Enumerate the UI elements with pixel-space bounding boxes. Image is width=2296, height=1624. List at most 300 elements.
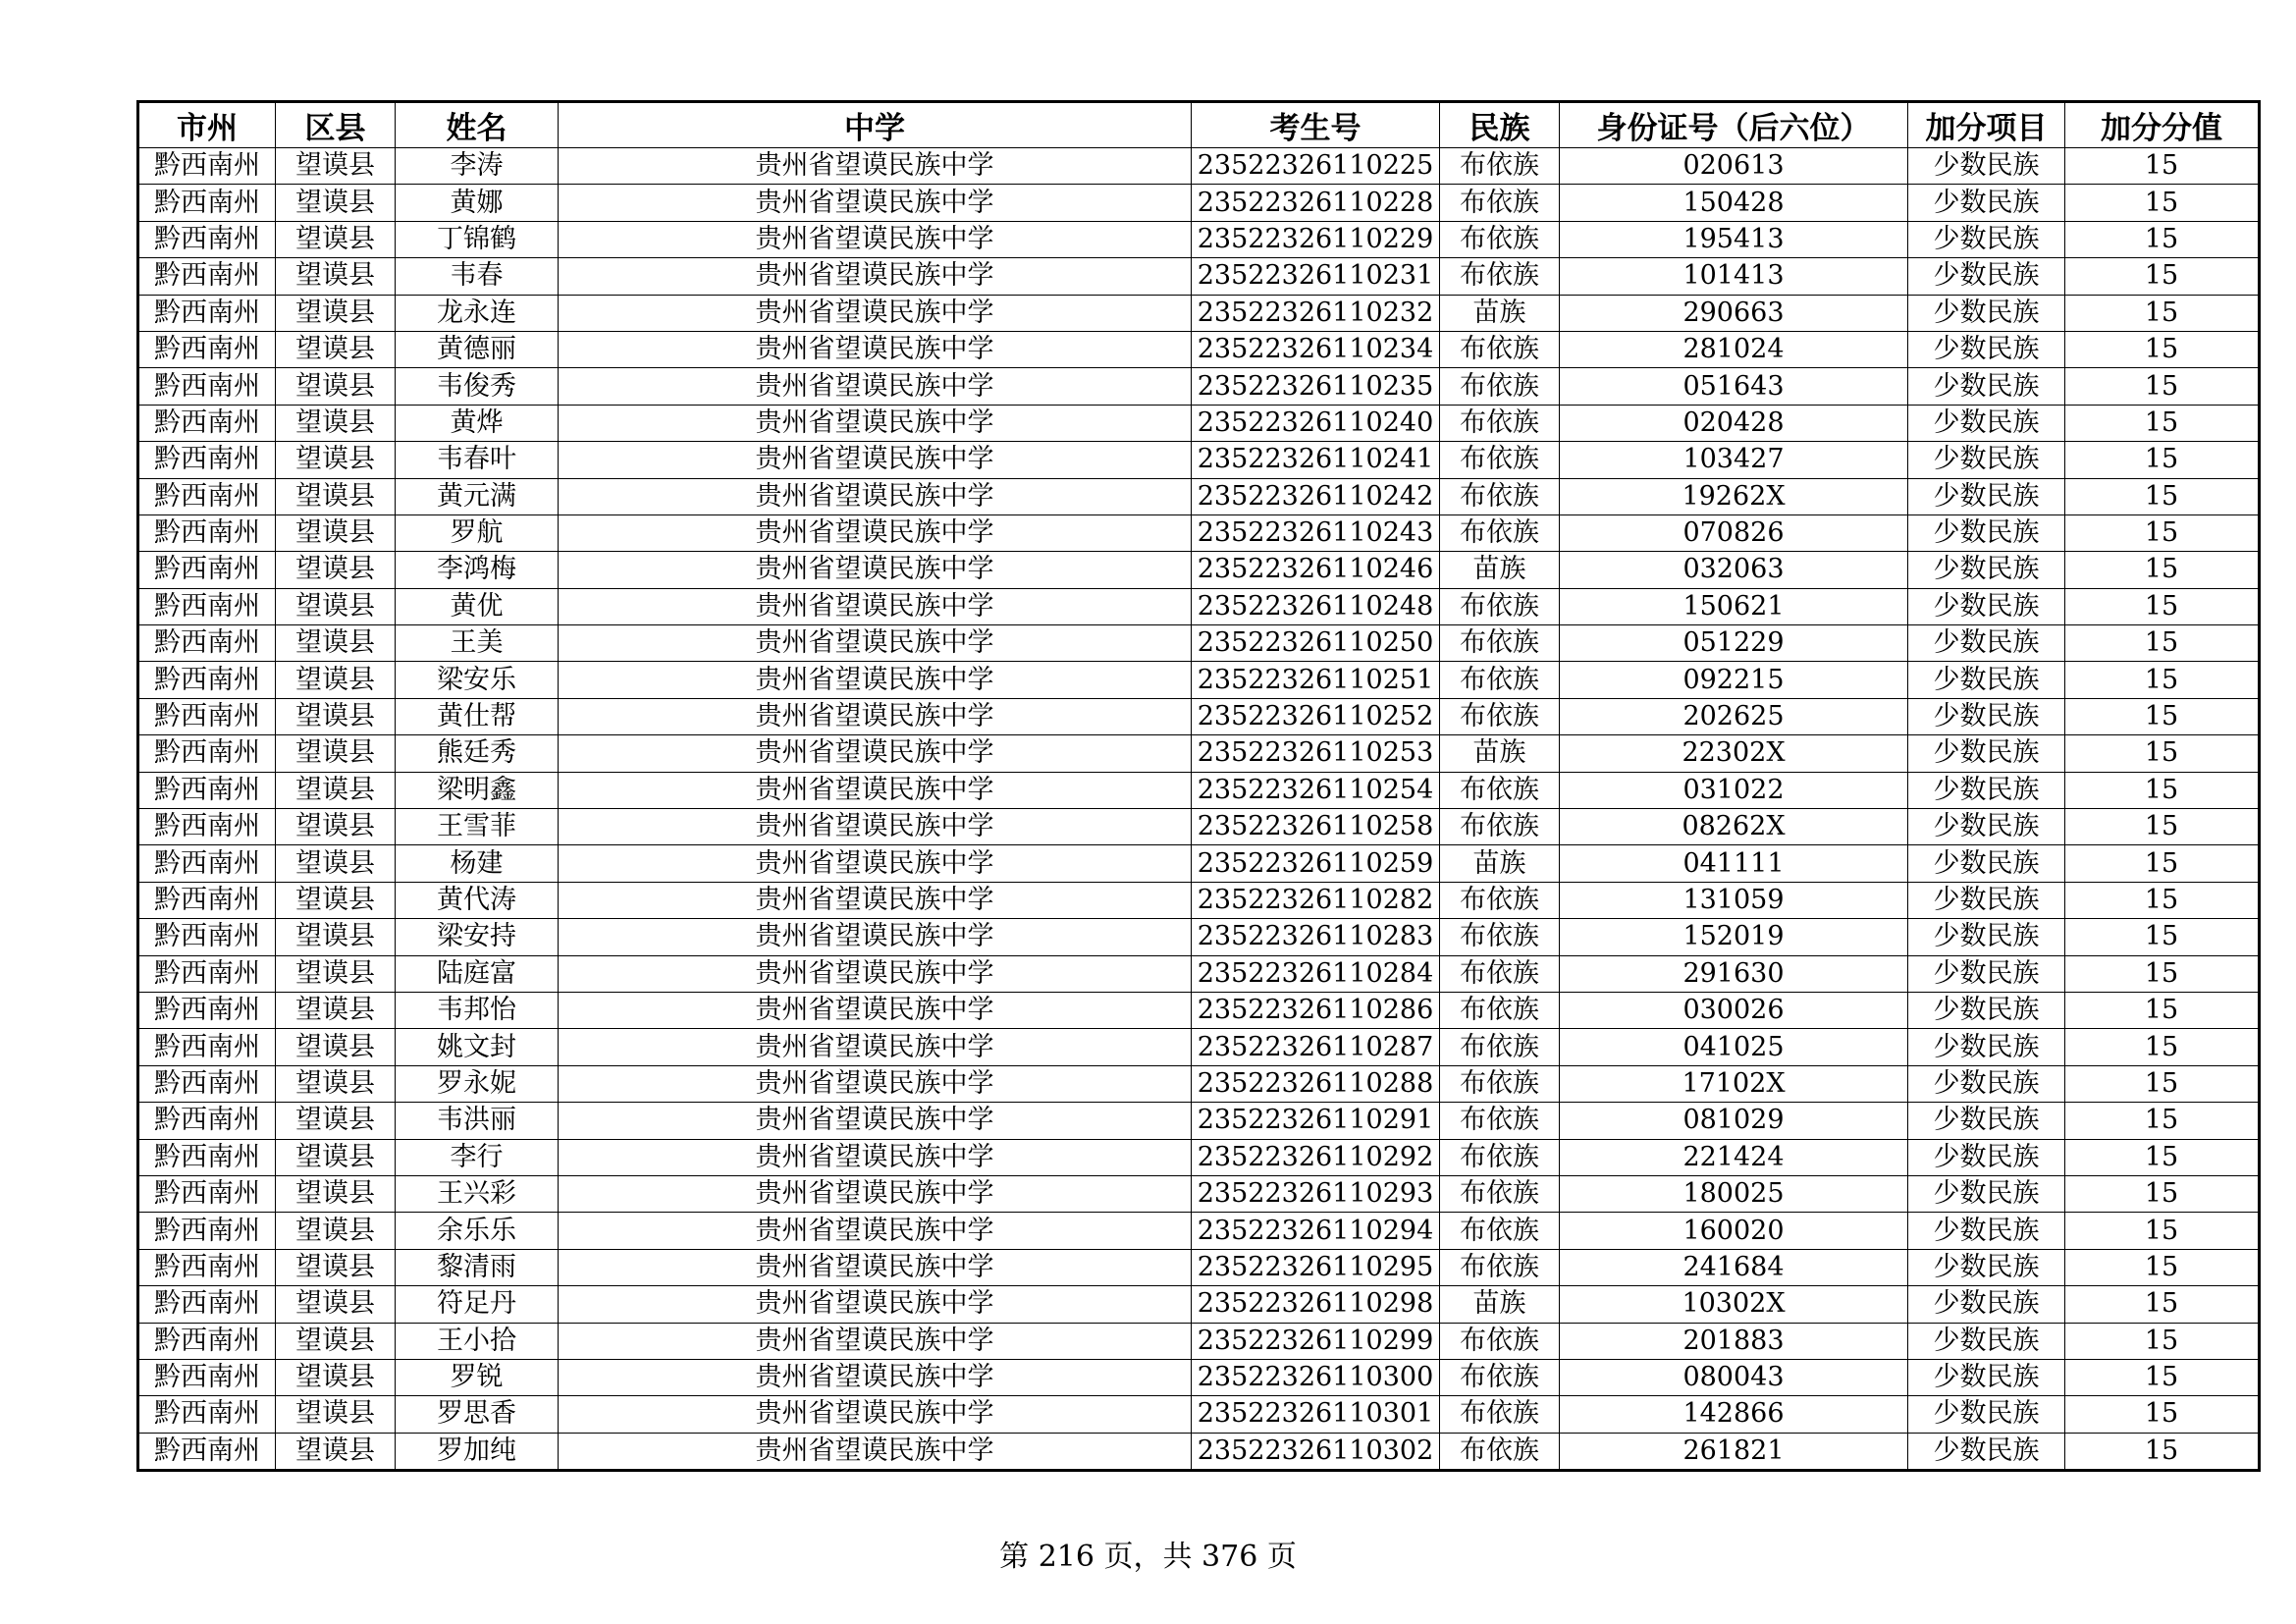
cell-county: 望谟县 <box>276 882 396 918</box>
header-id-last-six: 身份证号（后六位） <box>1560 102 1908 148</box>
cell-school: 贵州省望谟民族中学 <box>559 1249 1192 1285</box>
table-row <box>138 662 2260 698</box>
cell-city: 黔西南州 <box>138 1323 276 1359</box>
cell-school: 贵州省望谟民族中学 <box>559 882 1192 918</box>
cell-id-last-six: 031022 <box>1560 772 1908 808</box>
cell-ethnicity: 布依族 <box>1440 405 1560 441</box>
cell-school: 贵州省望谟民族中学 <box>559 185 1192 221</box>
cell-ethnicity: 布依族 <box>1440 368 1560 405</box>
cell-bonus-value: 15 <box>2065 295 2260 331</box>
cell-exam-number: 23522326110293 <box>1192 1175 1440 1212</box>
table-row <box>138 1175 2260 1212</box>
header-school: 中学 <box>559 102 1192 148</box>
footer-prefix: 第 <box>999 1540 1030 1574</box>
cell-exam-number: 23522326110282 <box>1192 882 1440 918</box>
cell-ethnicity: 布依族 <box>1440 221 1560 257</box>
total-page-count: 376 <box>1201 1540 1258 1574</box>
footer-suffix: 页 <box>1266 1540 1297 1574</box>
cell-name: 龙永连 <box>396 295 559 331</box>
cell-exam-number: 23522326110302 <box>1192 1433 1440 1470</box>
cell-bonus-item: 少数民族 <box>1908 1139 2065 1175</box>
cell-county: 望谟县 <box>276 1029 396 1065</box>
cell-exam-number: 23522326110291 <box>1192 1103 1440 1139</box>
cell-id-last-six: 160020 <box>1560 1213 1908 1249</box>
cell-bonus-value: 15 <box>2065 552 2260 588</box>
cell-bonus-item: 少数民族 <box>1908 405 2065 441</box>
cell-bonus-value: 15 <box>2065 1065 2260 1102</box>
cell-ethnicity: 布依族 <box>1440 662 1560 698</box>
cell-name: 黄元满 <box>396 478 559 514</box>
cell-bonus-item: 少数民族 <box>1908 845 2065 882</box>
cell-county: 望谟县 <box>276 442 396 478</box>
cell-school: 贵州省望谟民族中学 <box>559 809 1192 845</box>
cell-ethnicity: 布依族 <box>1440 478 1560 514</box>
cell-school: 贵州省望谟民族中学 <box>559 1323 1192 1359</box>
cell-school: 贵州省望谟民族中学 <box>559 478 1192 514</box>
cell-county: 望谟县 <box>276 331 396 367</box>
cell-ethnicity: 苗族 <box>1440 1286 1560 1323</box>
cell-bonus-item: 少数民族 <box>1908 148 2065 185</box>
cell-id-last-six: 22302X <box>1560 735 1908 772</box>
cell-city: 黔西南州 <box>138 258 276 295</box>
cell-id-last-six: 152019 <box>1560 919 1908 955</box>
cell-bonus-value: 15 <box>2065 1029 2260 1065</box>
page-footer <box>0 1532 2296 1575</box>
cell-school: 贵州省望谟民族中学 <box>559 552 1192 588</box>
cell-name: 黎清雨 <box>396 1249 559 1285</box>
table-row <box>138 809 2260 845</box>
cell-bonus-value: 15 <box>2065 368 2260 405</box>
cell-bonus-value: 15 <box>2065 478 2260 514</box>
cell-name: 王兴彩 <box>396 1175 559 1212</box>
cell-school: 贵州省望谟民族中学 <box>559 295 1192 331</box>
cell-exam-number: 23522326110240 <box>1192 405 1440 441</box>
table-row <box>138 735 2260 772</box>
table-row <box>138 148 2260 185</box>
cell-exam-number: 23522326110259 <box>1192 845 1440 882</box>
cell-name: 余乐乐 <box>396 1213 559 1249</box>
table-row <box>138 185 2260 221</box>
cell-ethnicity: 布依族 <box>1440 1065 1560 1102</box>
cell-bonus-value: 15 <box>2065 992 2260 1028</box>
table-row <box>138 588 2260 624</box>
cell-ethnicity: 布依族 <box>1440 1213 1560 1249</box>
table-row <box>138 1359 2260 1395</box>
cell-ethnicity: 苗族 <box>1440 295 1560 331</box>
cell-ethnicity: 布依族 <box>1440 185 1560 221</box>
cell-ethnicity: 布依族 <box>1440 1433 1560 1470</box>
cell-name: 韦洪丽 <box>396 1103 559 1139</box>
cell-bonus-item: 少数民族 <box>1908 331 2065 367</box>
header-ethnicity: 民族 <box>1440 102 1560 148</box>
cell-bonus-item: 少数民族 <box>1908 588 2065 624</box>
cell-name: 罗加纯 <box>396 1433 559 1470</box>
cell-exam-number: 23522326110235 <box>1192 368 1440 405</box>
cell-name: 王美 <box>396 625 559 662</box>
cell-id-last-six: 142866 <box>1560 1396 1908 1433</box>
cell-bonus-item: 少数民族 <box>1908 735 2065 772</box>
cell-school: 贵州省望谟民族中学 <box>559 1029 1192 1065</box>
cell-bonus-item: 少数民族 <box>1908 625 2065 662</box>
cell-bonus-value: 15 <box>2065 514 2260 551</box>
cell-bonus-item: 少数民族 <box>1908 992 2065 1028</box>
cell-exam-number: 23522326110243 <box>1192 514 1440 551</box>
table-row <box>138 1029 2260 1065</box>
cell-county: 望谟县 <box>276 1213 396 1249</box>
cell-bonus-value: 15 <box>2065 662 2260 698</box>
cell-exam-number: 23522326110294 <box>1192 1213 1440 1249</box>
cell-ethnicity: 布依族 <box>1440 1029 1560 1065</box>
cell-bonus-value: 15 <box>2065 1396 2260 1433</box>
cell-id-last-six: 080043 <box>1560 1359 1908 1395</box>
cell-city: 黔西南州 <box>138 1103 276 1139</box>
cell-bonus-item: 少数民族 <box>1908 1175 2065 1212</box>
cell-exam-number: 23522326110301 <box>1192 1396 1440 1433</box>
cell-id-last-six: 103427 <box>1560 442 1908 478</box>
cell-id-last-six: 241684 <box>1560 1249 1908 1285</box>
cell-county: 望谟县 <box>276 1175 396 1212</box>
cell-city: 黔西南州 <box>138 1249 276 1285</box>
cell-school: 贵州省望谟民族中学 <box>559 698 1192 734</box>
cell-exam-number: 23522326110242 <box>1192 478 1440 514</box>
cell-bonus-item: 少数民族 <box>1908 1029 2065 1065</box>
cell-county: 望谟县 <box>276 1359 396 1395</box>
cell-exam-number: 23522326110295 <box>1192 1249 1440 1285</box>
cell-exam-number: 23522326110229 <box>1192 221 1440 257</box>
cell-ethnicity: 布依族 <box>1440 1103 1560 1139</box>
cell-bonus-value: 15 <box>2065 772 2260 808</box>
cell-bonus-value: 15 <box>2065 698 2260 734</box>
cell-id-last-six: 131059 <box>1560 882 1908 918</box>
cell-school: 贵州省望谟民族中学 <box>559 258 1192 295</box>
cell-ethnicity: 布依族 <box>1440 625 1560 662</box>
cell-county: 望谟县 <box>276 1433 396 1470</box>
table-row <box>138 331 2260 367</box>
cell-county: 望谟县 <box>276 1323 396 1359</box>
cell-school: 贵州省望谟民族中学 <box>559 221 1192 257</box>
cell-bonus-item: 少数民族 <box>1908 221 2065 257</box>
cell-school: 贵州省望谟民族中学 <box>559 405 1192 441</box>
header-city: 市州 <box>138 102 276 148</box>
cell-exam-number: 23522326110284 <box>1192 955 1440 992</box>
cell-school: 贵州省望谟民族中学 <box>559 1213 1192 1249</box>
cell-city: 黔西南州 <box>138 442 276 478</box>
cell-city: 黔西南州 <box>138 148 276 185</box>
cell-bonus-item: 少数民族 <box>1908 185 2065 221</box>
cell-city: 黔西南州 <box>138 662 276 698</box>
header-bonus-value: 加分分值 <box>2065 102 2260 148</box>
cell-school: 贵州省望谟民族中学 <box>559 1396 1192 1433</box>
cell-bonus-value: 15 <box>2065 331 2260 367</box>
cell-name: 杨建 <box>396 845 559 882</box>
cell-bonus-item: 少数民族 <box>1908 1359 2065 1395</box>
cell-school: 贵州省望谟民族中学 <box>559 1139 1192 1175</box>
cell-school: 贵州省望谟民族中学 <box>559 442 1192 478</box>
cell-id-last-six: 051643 <box>1560 368 1908 405</box>
cell-id-last-six: 030026 <box>1560 992 1908 1028</box>
cell-bonus-item: 少数民族 <box>1908 698 2065 734</box>
header-county: 区县 <box>276 102 396 148</box>
cell-id-last-six: 020613 <box>1560 148 1908 185</box>
cell-name: 黄代涛 <box>396 882 559 918</box>
table-row <box>138 882 2260 918</box>
cell-id-last-six: 041025 <box>1560 1029 1908 1065</box>
table-row <box>138 1065 2260 1102</box>
cell-school: 贵州省望谟民族中学 <box>559 625 1192 662</box>
table-row <box>138 368 2260 405</box>
header-exam-number: 考生号 <box>1192 102 1440 148</box>
cell-bonus-value: 15 <box>2065 1139 2260 1175</box>
cell-ethnicity: 苗族 <box>1440 735 1560 772</box>
cell-id-last-six: 020428 <box>1560 405 1908 441</box>
cell-name: 梁明鑫 <box>396 772 559 808</box>
cell-city: 黔西南州 <box>138 478 276 514</box>
cell-name: 丁锦鹤 <box>396 221 559 257</box>
table-header-row <box>138 102 2260 148</box>
cell-school: 贵州省望谟民族中学 <box>559 845 1192 882</box>
cell-name: 李鸿梅 <box>396 552 559 588</box>
cell-exam-number: 23522326110258 <box>1192 809 1440 845</box>
cell-name: 罗永妮 <box>396 1065 559 1102</box>
cell-bonus-item: 少数民族 <box>1908 514 2065 551</box>
cell-school: 贵州省望谟民族中学 <box>559 1103 1192 1139</box>
cell-ethnicity: 布依族 <box>1440 588 1560 624</box>
cell-bonus-item: 少数民族 <box>1908 1249 2065 1285</box>
cell-city: 黔西南州 <box>138 955 276 992</box>
cell-exam-number: 23522326110292 <box>1192 1139 1440 1175</box>
cell-name: 黄优 <box>396 588 559 624</box>
cell-id-last-six: 150428 <box>1560 185 1908 221</box>
cell-city: 黔西南州 <box>138 845 276 882</box>
cell-bonus-value: 15 <box>2065 809 2260 845</box>
cell-name: 韦春叶 <box>396 442 559 478</box>
cell-bonus-item: 少数民族 <box>1908 882 2065 918</box>
cell-county: 望谟县 <box>276 552 396 588</box>
cell-bonus-value: 15 <box>2065 735 2260 772</box>
cell-name: 姚文封 <box>396 1029 559 1065</box>
cell-bonus-value: 15 <box>2065 1103 2260 1139</box>
table-row <box>138 478 2260 514</box>
cell-id-last-six: 101413 <box>1560 258 1908 295</box>
cell-ethnicity: 布依族 <box>1440 1139 1560 1175</box>
cell-exam-number: 23522326110231 <box>1192 258 1440 295</box>
cell-city: 黔西南州 <box>138 1175 276 1212</box>
cell-name: 黄烨 <box>396 405 559 441</box>
table-row <box>138 1433 2260 1470</box>
cell-exam-number: 23522326110300 <box>1192 1359 1440 1395</box>
cell-bonus-value: 15 <box>2065 1286 2260 1323</box>
cell-school: 贵州省望谟民族中学 <box>559 368 1192 405</box>
cell-ethnicity: 布依族 <box>1440 148 1560 185</box>
cell-bonus-value: 15 <box>2065 955 2260 992</box>
cell-name: 熊廷秀 <box>396 735 559 772</box>
cell-id-last-six: 081029 <box>1560 1103 1908 1139</box>
table-row <box>138 955 2260 992</box>
cell-county: 望谟县 <box>276 185 396 221</box>
cell-bonus-item: 少数民族 <box>1908 442 2065 478</box>
cell-id-last-six: 180025 <box>1560 1175 1908 1212</box>
cell-exam-number: 23522326110254 <box>1192 772 1440 808</box>
cell-id-last-six: 17102X <box>1560 1065 1908 1102</box>
cell-exam-number: 23522326110248 <box>1192 588 1440 624</box>
cell-bonus-value: 15 <box>2065 442 2260 478</box>
cell-ethnicity: 布依族 <box>1440 882 1560 918</box>
cell-county: 望谟县 <box>276 405 396 441</box>
cell-id-last-six: 221424 <box>1560 1139 1908 1175</box>
cell-city: 黔西南州 <box>138 1286 276 1323</box>
table-row <box>138 919 2260 955</box>
cell-bonus-value: 15 <box>2065 845 2260 882</box>
cell-ethnicity: 苗族 <box>1440 845 1560 882</box>
cell-county: 望谟县 <box>276 735 396 772</box>
table-row <box>138 258 2260 295</box>
cell-county: 望谟县 <box>276 698 396 734</box>
cell-ethnicity: 布依族 <box>1440 1396 1560 1433</box>
cell-name: 李涛 <box>396 148 559 185</box>
cell-county: 望谟县 <box>276 258 396 295</box>
cell-id-last-six: 290663 <box>1560 295 1908 331</box>
cell-county: 望谟县 <box>276 919 396 955</box>
cell-city: 黔西南州 <box>138 992 276 1028</box>
cell-exam-number: 23522326110251 <box>1192 662 1440 698</box>
cell-county: 望谟县 <box>276 772 396 808</box>
cell-bonus-item: 少数民族 <box>1908 295 2065 331</box>
cell-school: 贵州省望谟民族中学 <box>559 919 1192 955</box>
cell-county: 望谟县 <box>276 588 396 624</box>
cell-city: 黔西南州 <box>138 1396 276 1433</box>
cell-name: 梁安乐 <box>396 662 559 698</box>
cell-bonus-item: 少数民族 <box>1908 258 2065 295</box>
cell-id-last-six: 032063 <box>1560 552 1908 588</box>
cell-bonus-item: 少数民族 <box>1908 662 2065 698</box>
cell-county: 望谟县 <box>276 1065 396 1102</box>
cell-school: 贵州省望谟民族中学 <box>559 588 1192 624</box>
cell-city: 黔西南州 <box>138 919 276 955</box>
cell-ethnicity: 布依族 <box>1440 698 1560 734</box>
cell-county: 望谟县 <box>276 514 396 551</box>
cell-bonus-item: 少数民族 <box>1908 1323 2065 1359</box>
cell-city: 黔西南州 <box>138 1433 276 1470</box>
cell-ethnicity: 布依族 <box>1440 442 1560 478</box>
cell-id-last-six: 291630 <box>1560 955 1908 992</box>
cell-city: 黔西南州 <box>138 514 276 551</box>
cell-county: 望谟县 <box>276 1103 396 1139</box>
cell-id-last-six: 10302X <box>1560 1286 1908 1323</box>
cell-id-last-six: 092215 <box>1560 662 1908 698</box>
cell-school: 贵州省望谟民族中学 <box>559 772 1192 808</box>
cell-bonus-value: 15 <box>2065 1323 2260 1359</box>
cell-bonus-item: 少数民族 <box>1908 919 2065 955</box>
cell-bonus-item: 少数民族 <box>1908 1286 2065 1323</box>
cell-bonus-item: 少数民族 <box>1908 478 2065 514</box>
cell-bonus-item: 少数民族 <box>1908 1065 2065 1102</box>
cell-ethnicity: 布依族 <box>1440 809 1560 845</box>
cell-id-last-six: 195413 <box>1560 221 1908 257</box>
cell-bonus-item: 少数民族 <box>1908 1213 2065 1249</box>
cell-name: 韦春 <box>396 258 559 295</box>
cell-exam-number: 23522326110246 <box>1192 552 1440 588</box>
cell-ethnicity: 布依族 <box>1440 1175 1560 1212</box>
cell-bonus-item: 少数民族 <box>1908 809 2065 845</box>
cell-bonus-value: 15 <box>2065 1359 2260 1395</box>
cell-city: 黔西南州 <box>138 809 276 845</box>
table-row <box>138 1213 2260 1249</box>
table-row <box>138 625 2260 662</box>
cell-id-last-six: 070826 <box>1560 514 1908 551</box>
cell-county: 望谟县 <box>276 478 396 514</box>
cell-county: 望谟县 <box>276 625 396 662</box>
header-name: 姓名 <box>396 102 559 148</box>
cell-id-last-six: 051229 <box>1560 625 1908 662</box>
cell-name: 罗思香 <box>396 1396 559 1433</box>
cell-ethnicity: 布依族 <box>1440 1249 1560 1285</box>
cell-city: 黔西南州 <box>138 368 276 405</box>
cell-ethnicity: 布依族 <box>1440 331 1560 367</box>
cell-school: 贵州省望谟民族中学 <box>559 1433 1192 1470</box>
cell-bonus-value: 15 <box>2065 882 2260 918</box>
cell-bonus-value: 15 <box>2065 919 2260 955</box>
cell-id-last-six: 19262X <box>1560 478 1908 514</box>
cell-bonus-item: 少数民族 <box>1908 552 2065 588</box>
table-row <box>138 992 2260 1028</box>
cell-city: 黔西南州 <box>138 1213 276 1249</box>
cell-ethnicity: 布依族 <box>1440 919 1560 955</box>
cell-id-last-six: 201883 <box>1560 1323 1908 1359</box>
cell-city: 黔西南州 <box>138 1029 276 1065</box>
cell-city: 黔西南州 <box>138 185 276 221</box>
cell-bonus-value: 15 <box>2065 185 2260 221</box>
cell-county: 望谟县 <box>276 221 396 257</box>
cell-exam-number: 23522326110228 <box>1192 185 1440 221</box>
cell-ethnicity: 布依族 <box>1440 772 1560 808</box>
cell-bonus-value: 15 <box>2065 405 2260 441</box>
table-row <box>138 1103 2260 1139</box>
cell-county: 望谟县 <box>276 368 396 405</box>
table-row <box>138 405 2260 441</box>
cell-city: 黔西南州 <box>138 221 276 257</box>
cell-ethnicity: 布依族 <box>1440 258 1560 295</box>
cell-city: 黔西南州 <box>138 882 276 918</box>
cell-exam-number: 23522326110234 <box>1192 331 1440 367</box>
bonus-points-table <box>136 100 2261 1472</box>
cell-bonus-item: 少数民族 <box>1908 1396 2065 1433</box>
cell-school: 贵州省望谟民族中学 <box>559 992 1192 1028</box>
cell-bonus-item: 少数民族 <box>1908 1433 2065 1470</box>
cell-id-last-six: 150621 <box>1560 588 1908 624</box>
table-row <box>138 442 2260 478</box>
cell-exam-number: 23522326110298 <box>1192 1286 1440 1323</box>
cell-name: 李行 <box>396 1139 559 1175</box>
cell-county: 望谟县 <box>276 295 396 331</box>
header-bonus-item: 加分项目 <box>1908 102 2065 148</box>
cell-name: 罗锐 <box>396 1359 559 1395</box>
cell-school: 贵州省望谟民族中学 <box>559 1065 1192 1102</box>
cell-bonus-value: 15 <box>2065 1175 2260 1212</box>
cell-exam-number: 23522326110253 <box>1192 735 1440 772</box>
cell-county: 望谟县 <box>276 955 396 992</box>
cell-name: 罗航 <box>396 514 559 551</box>
cell-name: 韦俊秀 <box>396 368 559 405</box>
cell-ethnicity: 布依族 <box>1440 955 1560 992</box>
cell-ethnicity: 布依族 <box>1440 992 1560 1028</box>
cell-school: 贵州省望谟民族中学 <box>559 1359 1192 1395</box>
cell-id-last-six: 261821 <box>1560 1433 1908 1470</box>
cell-city: 黔西南州 <box>138 295 276 331</box>
cell-bonus-value: 15 <box>2065 148 2260 185</box>
cell-exam-number: 23522326110287 <box>1192 1029 1440 1065</box>
cell-school: 贵州省望谟民族中学 <box>559 955 1192 992</box>
cell-school: 贵州省望谟民族中学 <box>559 1286 1192 1323</box>
